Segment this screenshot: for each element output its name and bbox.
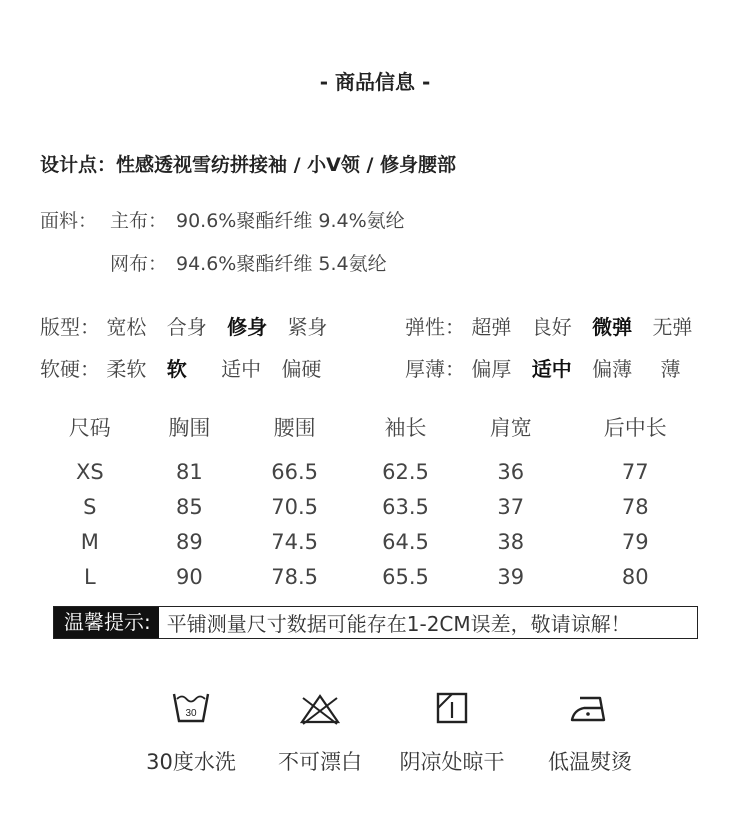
- thickness-row: [405, 353, 680, 382]
- table-cell: XS: [75, 459, 104, 484]
- fit-option: 合身: [166, 315, 207, 339]
- softness-option: 适中: [221, 357, 262, 381]
- table-cell: S: [83, 494, 97, 519]
- fabric-mesh-value: 94.6%聚酯纤维 5.4氨纶: [176, 253, 387, 275]
- thickness-option: 偏厚: [471, 357, 512, 381]
- elasticity-option: 无弹: [652, 315, 693, 339]
- care-item-bleach: [255, 688, 385, 776]
- table-cell: 62.5: [382, 459, 429, 484]
- size-table: [40, 412, 710, 594]
- table-cell: 39: [497, 564, 525, 589]
- table-cell: 65.5: [382, 564, 429, 589]
- softness-row: [40, 353, 335, 382]
- table-header: 后中长: [603, 416, 667, 440]
- fit-option: 宽松: [106, 315, 147, 339]
- fit-label: 版型：: [40, 315, 100, 339]
- table-cell: 89: [176, 529, 203, 554]
- care-label: 阴凉处晾干: [399, 750, 505, 774]
- elasticity-option: 超弹: [471, 315, 512, 339]
- fabric-main-label: 主布：: [110, 210, 168, 232]
- table-cell: 80: [621, 564, 649, 589]
- softness-option: 偏硬: [281, 357, 322, 381]
- table-row: [40, 559, 710, 594]
- table-header: 胸围: [168, 416, 211, 440]
- thickness-option: 薄: [660, 357, 681, 381]
- table-cell: M: [80, 529, 99, 554]
- table-cell: L: [83, 564, 96, 589]
- softness-option: 柔软: [106, 357, 147, 381]
- fit-option: 紧身: [287, 315, 328, 339]
- wash-30-icon: [171, 688, 211, 728]
- table-cell: 63.5: [382, 494, 429, 519]
- care-label: 低温熨烫: [548, 750, 632, 774]
- softness-label: 软硬：: [40, 357, 100, 381]
- care-label: 不可漂白: [278, 750, 362, 774]
- design-points: 设计点：性感透视雪纺拼接袖 / 小V领 / 修身腰部: [40, 154, 457, 176]
- table-header: 肩宽: [489, 416, 532, 440]
- wash-temp: 30: [185, 708, 197, 719]
- shade-dry-icon: [432, 688, 472, 728]
- fit-row: [40, 311, 341, 340]
- thickness-option: 偏薄: [592, 357, 633, 381]
- table-header-row: [40, 412, 710, 454]
- care-item-dry: [387, 688, 517, 776]
- fabric-mesh-label: 网布：: [110, 253, 168, 275]
- fabric-main-value: 90.6%聚酯纤维 9.4%氨纶: [176, 210, 405, 232]
- table-cell: 66.5: [271, 459, 319, 484]
- table-row: [40, 489, 710, 524]
- table-cell: 77: [621, 459, 649, 484]
- fabric-label: 面料：: [40, 210, 98, 232]
- thickness-label: 厚薄：: [405, 357, 465, 381]
- elasticity-option: 良好: [531, 315, 572, 339]
- table-cell: 78.5: [271, 564, 319, 589]
- table-cell: 85: [176, 494, 203, 519]
- table-header: 袖长: [384, 416, 427, 440]
- softness-option-selected: 软: [166, 357, 187, 381]
- thickness-option-selected: 适中: [531, 357, 572, 381]
- table-header: 腰围: [273, 416, 316, 440]
- table-cell: 78: [621, 494, 649, 519]
- no-bleach-icon: [298, 688, 342, 728]
- table-cell: 79: [621, 529, 649, 554]
- low-iron-icon: [566, 688, 614, 728]
- table-row: [40, 454, 710, 489]
- table-cell: 90: [176, 564, 203, 589]
- fit-option-selected: 修身: [227, 315, 268, 339]
- elasticity-label: 弹性：: [405, 315, 465, 339]
- elasticity-row: [405, 311, 692, 340]
- measurement-tip: [53, 606, 698, 639]
- table-cell: 64.5: [382, 529, 429, 554]
- elasticity-option-selected: 微弹: [592, 315, 633, 339]
- care-item-wash: [126, 688, 256, 776]
- table-header: 尺码: [68, 416, 111, 440]
- table-cell: 36: [497, 459, 525, 484]
- tip-label: 温馨提示:: [54, 607, 159, 638]
- table-cell: 70.5: [271, 494, 319, 519]
- table-cell: 37: [497, 494, 525, 519]
- section-title: - 商品信息 -: [319, 70, 431, 94]
- table-cell: 38: [497, 529, 525, 554]
- table-row: [40, 524, 710, 559]
- care-item-iron: [525, 688, 655, 776]
- tip-text: 平铺测量尺寸数据可能存在1-2CM误差，敬请谅解！: [166, 612, 631, 636]
- care-label: 30度水洗: [146, 750, 236, 774]
- table-cell: 81: [176, 459, 203, 484]
- table-cell: 74.5: [271, 529, 319, 554]
